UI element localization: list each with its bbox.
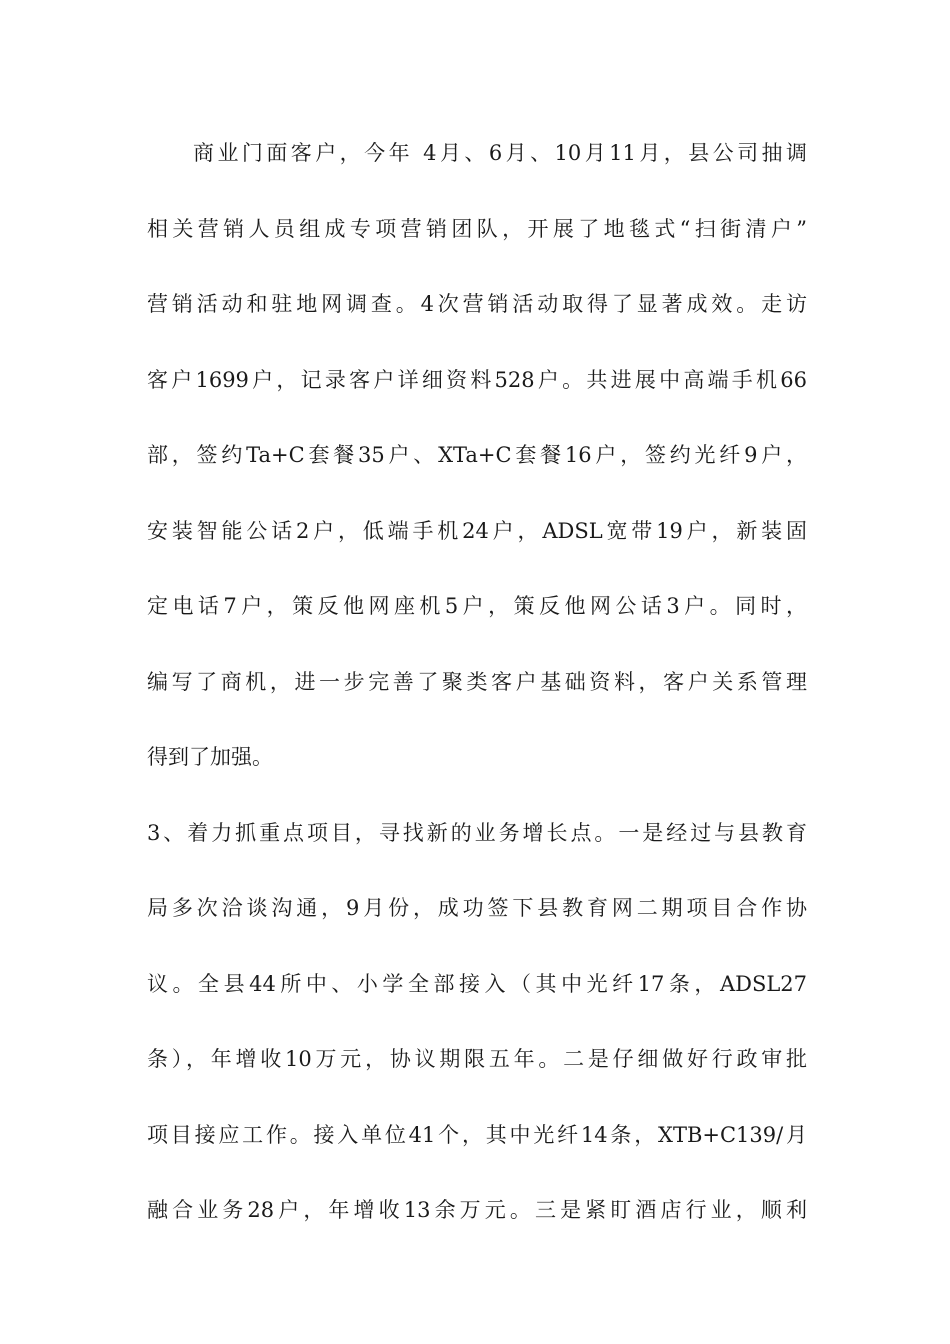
paragraph-1-line-7: 定电话7户，策反他网座机5户，策反他网公话3户。同时， [147, 594, 807, 618]
paragraph-1-line-3: 营销活动和驻地网调查。4次营销活动取得了显著成效。走访 [147, 292, 807, 316]
paragraph-2-line-1: 3、着力抓重点项目，寻找新的业务增长点。一是经过与县教育 [147, 820, 807, 845]
paragraph-1-line-1: 商业门面客户，今年 4月、6月、10月11月，县公司抽调 [193, 141, 807, 165]
paragraph-2-line-2: 局多次洽谈沟通，9月份，成功签下县教育网二期项目合作协 [147, 896, 807, 920]
paragraph-1-line-9: 得到了加强。 [147, 745, 273, 769]
paragraph-1-line-2: 相关营销人员组成专项营销团队，开展了地毯式“扫街清户” [147, 216, 807, 241]
paragraph-2-line-5: 项目接应工作。接入单位41个，其中光纤14条，XTB+C139/月 [147, 1122, 807, 1147]
paragraph-1-line-5: 部，签约Ta+C套餐35户、XTa+C套餐16户，签约光纤9户， [147, 443, 807, 467]
paragraph-2-line-3: 议。全县44所中、小学全部接入（其中光纤17条，ADSL27 [147, 971, 807, 996]
paragraph-1-line-6: 安装智能公话2户，低端手机24户，ADSL宽带19户，新装固 [147, 518, 807, 543]
body-text [147, 128, 807, 1261]
paragraph-2-line-6: 融合业务28户，年增收13余万元。三是紧盯酒店行业，顺利 [147, 1198, 807, 1222]
paragraph-2-line-4: 条），年增收10万元，协议期限五年。二是仔细做好行政审批 [147, 1047, 807, 1071]
paragraph-1-line-4: 客户1699户，记录客户详细资料528户。共进展中高端手机66 [147, 367, 807, 392]
paragraph-1-line-8: 编写了商机，进一步完善了聚类客户基础资料，客户关系管理 [147, 669, 807, 694]
